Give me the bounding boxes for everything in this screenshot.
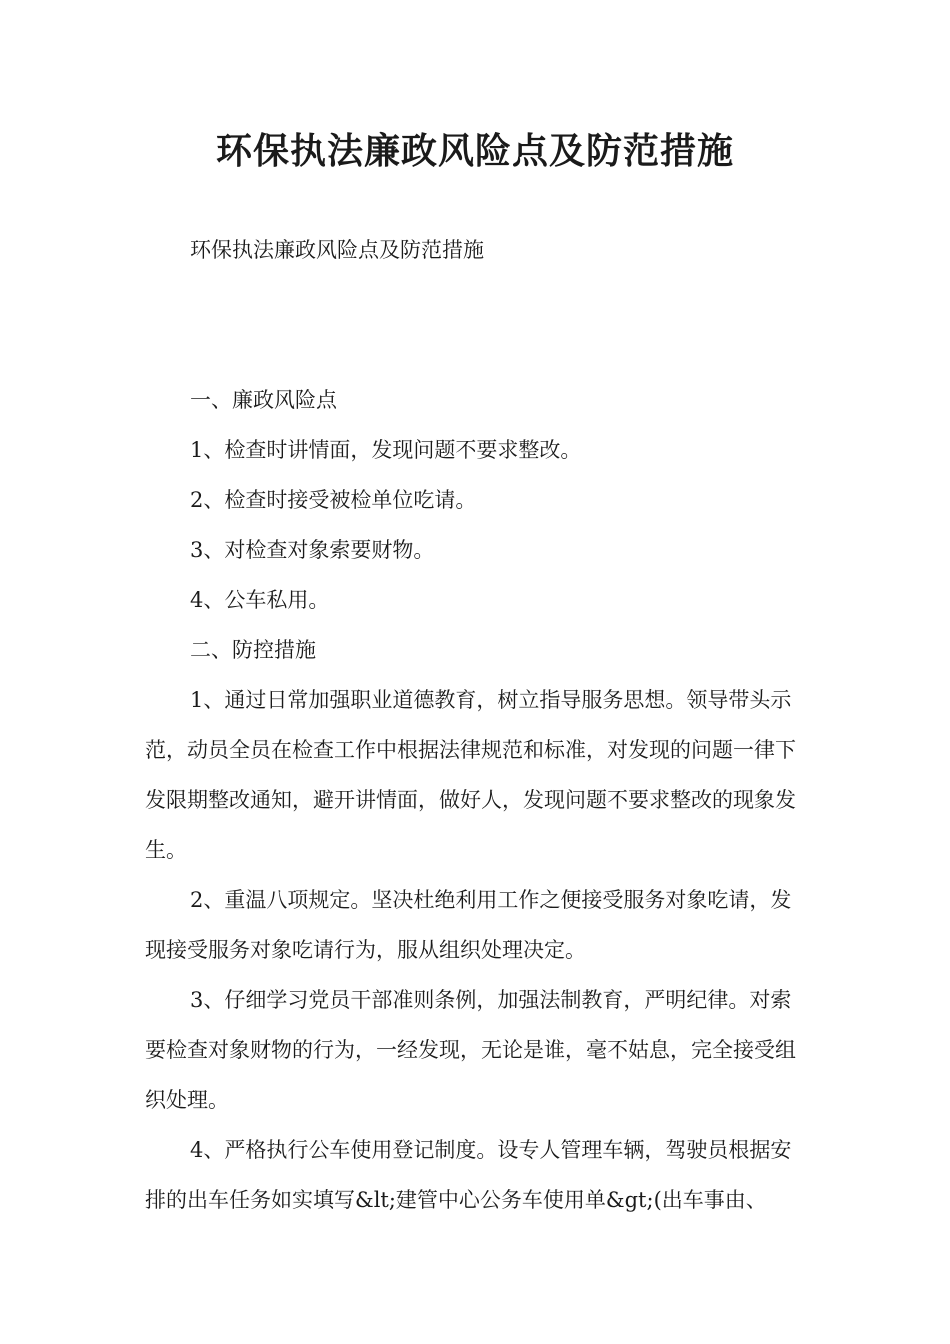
document-subtitle: 环保执法廉政风险点及防范措施 [190,238,484,262]
prevention-paragraph-2: 2、重温八项规定。坚决杜绝利用工作之便接受服务对象吃请，发现接受服务对象吃请行为，服从组织处理决定。 [145,888,792,962]
section-heading-risk-points: 一、廉政风险点 [190,388,337,412]
section-heading-prevention: 二、防控措施 [190,638,316,662]
risk-item-2: 2、检查时接受被检单位吃请。 [190,488,477,512]
prevention-paragraph-4: 4、严格执行公车使用登记制度。设专人管理车辆，驾驶员根据安排的出车任务如实填写&lt;建管中心公务车使用单&gt;(出车事由、 [145,1138,792,1212]
prevention-paragraph-3: 3、仔细学习党员干部准则条例，加强法制教育，严明纪律。对索要检查对象财物的行为，一经发现，无论是谁，毫不姑息，完全接受组织处理。 [145,988,796,1112]
prevention-paragraph-1: 1、通过日常加强职业道德教育，树立指导服务思想。领导带头示范，动员全员在检查工作中根据法律规范和标准，对发现的问题一律下发限期整改通知，避开讲情面，做好人，发现问题不要求整改的现象发生。 [145,688,796,862]
document-title: 环保执法廉政风险点及防范措施 [215,131,734,172]
risk-item-4: 4、公车私用。 [190,588,330,612]
risk-item-1: 1、检查时讲情面，发现问题不要求整改。 [190,438,582,462]
risk-item-3: 3、对检查对象索要财物。 [190,538,435,562]
